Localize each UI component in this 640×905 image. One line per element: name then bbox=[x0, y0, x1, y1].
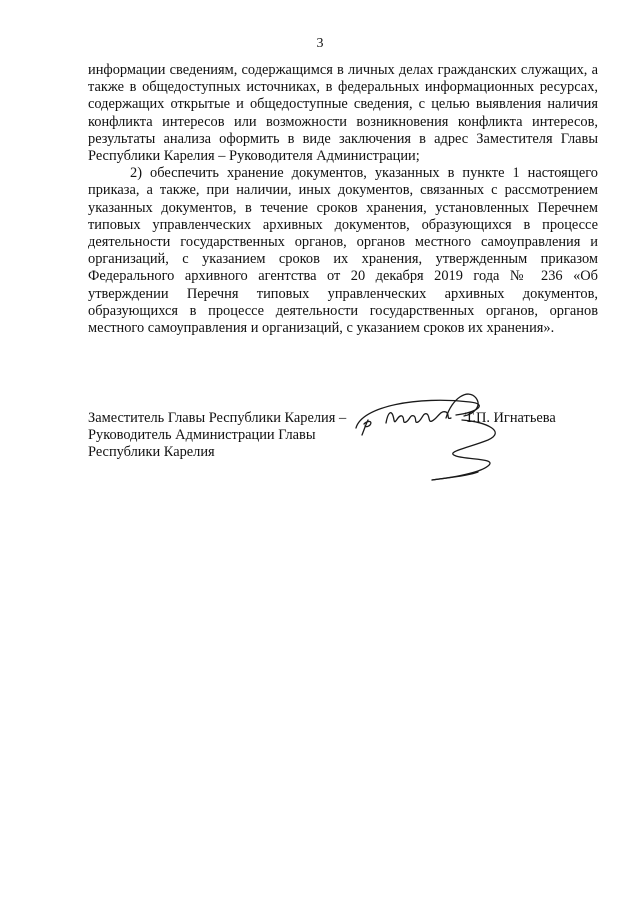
signature-block bbox=[88, 410, 608, 520]
signer-position-line: Республики Карелия bbox=[88, 444, 215, 461]
page-number: 3 bbox=[316, 36, 324, 51]
signer-position-line: Заместитель Главы Республики Карелия – bbox=[88, 410, 347, 426]
signer-name: Т.П. Игнатьева bbox=[465, 410, 556, 426]
paragraph-continuation: информации сведениям, содержащимся в личных делах гражданских служащих, а также в общедоступных источниках, в федеральных информационных ресурсах, содержащих открытые и общедоступные сведения, с целью выявления наличия конфликта интересов или возможности возникновения конфликта интересов, результаты анализа оформить в виде заключения в адрес Заместителя Главы Республики Карелия – Руководителя Администрации; bbox=[88, 62, 598, 165]
signer-position-line: Руководитель Администрации Главы bbox=[88, 427, 316, 444]
document-body bbox=[88, 62, 598, 337]
paragraph-item-2: 2) обеспечить хранение документов, указанных в пункте 1 настоящего приказа, а также, при наличии, иных документов, связанных с рассмотрением указанных документов, в течение сроков хранения, установленных Перечнем типовых управленческих архивных документов, образующихся в процессе деятельности государственных органов, органов местного самоуправления и организаций, с указанием сроков их хранения, утвержденным приказом Федерального архивного агентства от 20 декабря 2019 года № 236 «Об утверждении Перечня типовых управленческих архивных документов, образующихся в процессе деятельности государственных органов, органов местного самоуправления и организаций, с указанием сроков их хранения». bbox=[88, 165, 598, 337]
handwritten-signature bbox=[328, 390, 528, 500]
